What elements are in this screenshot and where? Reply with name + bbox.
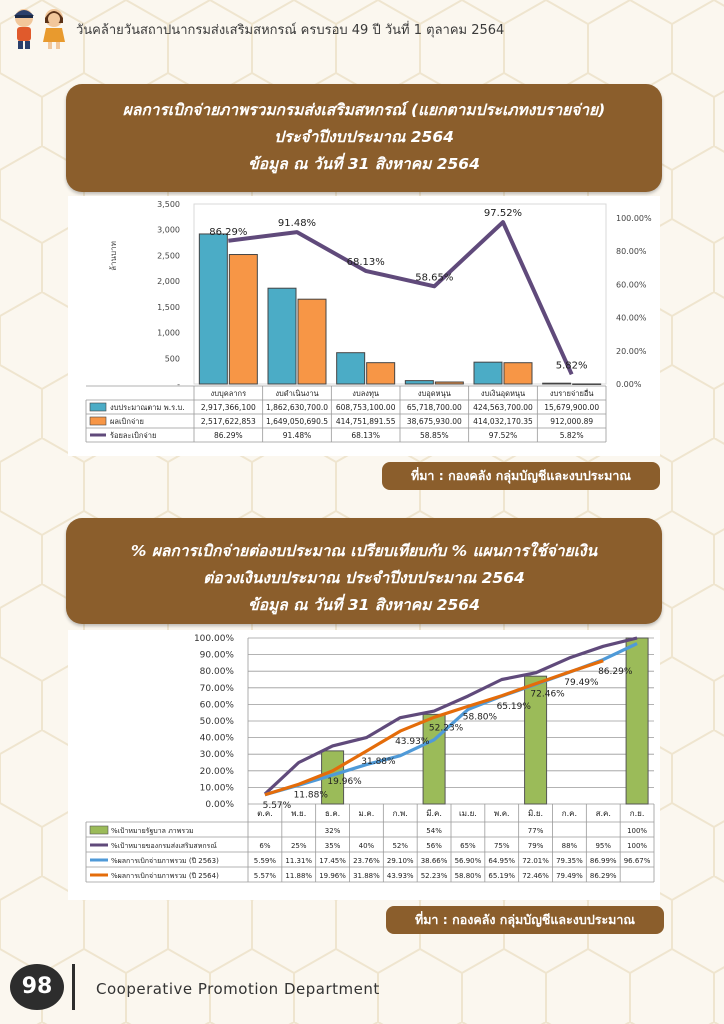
chart2-data-label: 79.49% bbox=[564, 678, 599, 689]
chart2-y-tick: 60.00% bbox=[199, 700, 234, 711]
chart2-legend-label: %เป้าหมายรัฐบาล ภาพรวม bbox=[111, 827, 194, 835]
chart1-table-cell: 91.48% bbox=[282, 431, 312, 440]
chart2-table-cell: 65.19% bbox=[488, 872, 516, 880]
chart2-category-label: ธ.ค. bbox=[324, 809, 341, 818]
chart2-data-label: 11.88% bbox=[293, 790, 328, 801]
chart2-table-cell: 88% bbox=[561, 842, 578, 850]
chart2-table-cell: 86.99% bbox=[589, 857, 617, 865]
chart2-category-label: ก.ย. bbox=[629, 809, 645, 818]
chart1-panel bbox=[68, 196, 660, 456]
chart1-table-cell: 97.52% bbox=[488, 431, 518, 440]
chart1-category-label: งบดำเนินงาน bbox=[275, 389, 319, 398]
chart2-series-line bbox=[265, 644, 637, 795]
chart2-table-cell: 29.10% bbox=[386, 857, 414, 865]
chart1-bar bbox=[435, 382, 463, 384]
chart2-y-tick: 20.00% bbox=[199, 766, 234, 777]
chart1-data-label: 97.52% bbox=[483, 208, 523, 220]
chart2-table-cell: 58.80% bbox=[454, 872, 482, 880]
chart1-data-label: 5.82% bbox=[555, 360, 588, 372]
mascot-boy-icon bbox=[10, 6, 38, 50]
chart1-bar bbox=[268, 288, 296, 384]
chart1-data-label: 68.13% bbox=[346, 256, 385, 268]
chart1-table-cell: 15,679,900.00 bbox=[544, 403, 600, 412]
chart2-data-label: 43.93% bbox=[395, 737, 430, 748]
chart2-table-cell: 64.95% bbox=[488, 857, 516, 865]
chart2-y-tick: 40.00% bbox=[199, 733, 234, 744]
header-title: วันคล้ายวันสถาปนากรมส่งเสริมสหกรณ์ ครบรอบ 49 ปี วันที่ 1 ตุลาคม 2564 bbox=[76, 23, 505, 38]
chart2-data-label: 52.23% bbox=[428, 723, 464, 734]
chart1-category-label: งบอุดหนุน bbox=[417, 389, 451, 398]
chart2-legend-key bbox=[90, 826, 108, 834]
chart2-table-cell: 40% bbox=[358, 842, 375, 850]
chart1-y-tick: - bbox=[177, 380, 180, 389]
chart1-table-cell: 608,753,100.00 bbox=[335, 403, 396, 412]
chart1-category-label: งบลงทุน bbox=[352, 389, 380, 398]
chart2-y-tick: 100.00% bbox=[193, 634, 234, 644]
chart1-y2-tick: 20.00% bbox=[616, 346, 647, 356]
chart2-data-label: 72.46% bbox=[530, 689, 565, 700]
chart1-data-label: 58.65% bbox=[415, 272, 454, 284]
chart2-table-cell: 100% bbox=[627, 827, 648, 835]
chart1-title-line3: ข้อมูล ณ วันที่ 31 สิงหาคม 2564 bbox=[248, 155, 480, 173]
chart2-table-cell: 54% bbox=[426, 827, 442, 835]
chart1-y2-tick: 100.00% bbox=[616, 214, 652, 223]
chart2-table-cell: 79.35% bbox=[556, 857, 583, 865]
chart1-data-label: 91.48% bbox=[277, 218, 317, 230]
chart2-category-label: ต.ค. bbox=[257, 809, 273, 818]
chart2-title-line3: ข้อมูล ณ วันที่ 31 สิงหาคม 2564 bbox=[248, 596, 480, 614]
chart1-category-label: งบบุคลากร bbox=[210, 389, 247, 398]
mascot-girl-icon bbox=[40, 6, 68, 50]
page-header bbox=[0, 0, 724, 58]
chart2-data-label: 86.29% bbox=[598, 666, 633, 677]
chart1-y-tick: 1,000 bbox=[157, 328, 180, 338]
chart2-table-cell: 72.46% bbox=[522, 872, 549, 880]
chart2-table-cell: 75% bbox=[493, 842, 510, 850]
chart1-bar bbox=[504, 363, 532, 384]
chart2-y-tick: 0.00% bbox=[205, 800, 234, 810]
chart2-legend-label: %ผลการเบิกจ่ายภาพรวม (ปี 2563) bbox=[111, 857, 219, 865]
chart2-category-label: พ.ย. bbox=[291, 809, 307, 818]
chart2-data-label: 19.96% bbox=[327, 776, 362, 787]
chart1-table-cell: 2,517,622,853 bbox=[200, 417, 256, 426]
chart2-data-label: 5.57% bbox=[262, 800, 292, 811]
chart1-title-line2: ประจำปีงบประมาณ 2564 bbox=[274, 128, 454, 146]
chart2-table-cell: 65% bbox=[460, 842, 476, 850]
footer-department: Cooperative Promotion Department bbox=[96, 980, 380, 998]
chart2-svg bbox=[68, 630, 660, 900]
chart2-table-cell: 17.45% bbox=[319, 857, 346, 865]
chart2-table-cell: 5.59% bbox=[253, 857, 277, 865]
chart1-y-tick: 1,500 bbox=[157, 302, 180, 312]
chart1-legend-label: ผลเบิกจ่าย bbox=[110, 417, 144, 426]
chart2-data-label: 65.19% bbox=[496, 701, 531, 712]
chart1-legend-label: งบประมาณตาม พ.ร.บ. bbox=[110, 403, 185, 412]
chart2-legend-label: %ผลการเบิกจ่ายภาพรวม (ปี 2564) bbox=[111, 872, 219, 880]
chart1-bar bbox=[573, 384, 601, 385]
chart2-table-cell: 11.31% bbox=[285, 857, 313, 865]
chart1-y-tick: 3,000 bbox=[157, 225, 180, 235]
chart1-table-cell: 414,032,170.35 bbox=[473, 417, 533, 426]
chart2-bar bbox=[626, 638, 648, 804]
chart2-table-cell: 79% bbox=[527, 842, 544, 850]
chart1-y2-tick: 60.00% bbox=[616, 280, 647, 290]
footer-divider bbox=[72, 964, 75, 1010]
chart2-y-tick: 10.00% bbox=[199, 783, 234, 794]
chart1-table-cell: 68.13% bbox=[351, 431, 380, 440]
chart2-title-banner bbox=[66, 518, 662, 624]
chart2-category-label: เม.ย. bbox=[459, 809, 477, 818]
chart2-title-line1: % ผลการเบิกจ่ายต่องบประมาณ เปรียบเทียบกับ % แผนการใช้จ่ายเงิน bbox=[130, 542, 598, 560]
chart2-table-cell: 19.96% bbox=[319, 872, 346, 880]
chart2-table-cell: 35% bbox=[324, 842, 341, 850]
chart1-category-label: งบเงินอุดหนุน bbox=[480, 389, 526, 398]
chart1-table-cell: 58.85% bbox=[420, 431, 449, 440]
page-number: 98 bbox=[10, 964, 64, 1010]
chart1-bar bbox=[229, 255, 257, 384]
chart2-table-cell: 77% bbox=[527, 827, 544, 835]
chart2-table-cell: 100% bbox=[627, 842, 648, 850]
chart1-table-cell: 38,675,930.00 bbox=[406, 417, 462, 426]
chart2-category-label: มิ.ย. bbox=[528, 809, 544, 818]
chart1-bar bbox=[474, 362, 502, 384]
chart1-y2-tick: 0.00% bbox=[616, 380, 642, 389]
chart1-table-cell: 424,563,700.00 bbox=[473, 403, 533, 412]
chart2-data-label: 31.88% bbox=[361, 757, 396, 768]
chart1-y-tick: 3,500 bbox=[157, 200, 180, 209]
chart1-y2-tick: 80.00% bbox=[616, 247, 647, 257]
chart1-table-cell: 912,000.89 bbox=[550, 417, 594, 426]
chart2-table-cell: 96.67% bbox=[623, 857, 651, 865]
chart1-bar bbox=[199, 234, 227, 384]
chart2-y-tick: 80.00% bbox=[199, 667, 234, 678]
chart1-data-label: 86.29% bbox=[209, 226, 248, 238]
chart2-data-label: 58.80% bbox=[462, 712, 498, 723]
chart1-y-tick: 2,500 bbox=[157, 251, 180, 261]
chart1-table-cell: 65,718,700.00 bbox=[406, 403, 462, 412]
chart1-table-cell: 5.82% bbox=[559, 431, 584, 440]
chart1-bar bbox=[337, 353, 365, 384]
chart2-table-cell: 72.01% bbox=[522, 857, 549, 865]
chart1-svg bbox=[68, 196, 660, 456]
chart2-category-label: พ.ค. bbox=[493, 809, 510, 818]
chart2-table-cell: 86.29% bbox=[589, 872, 617, 880]
chart2-table-cell: 11.88% bbox=[285, 872, 313, 880]
chart2-category-label: มี.ค. bbox=[426, 809, 442, 818]
chart2-panel bbox=[68, 630, 660, 900]
chart1-table-cell: 1,862,630,700.0 bbox=[265, 403, 329, 412]
chart1-title-banner bbox=[66, 84, 662, 192]
chart1-title-line1: ผลการเบิกจ่ายภาพรวมกรมส่งเสริมสหกรณ์ (แยกตามประเภทงบรายจ่าย) bbox=[122, 101, 606, 119]
chart2-table-cell: 25% bbox=[290, 842, 307, 850]
chart2-table-cell: 95% bbox=[595, 842, 612, 850]
chart1-y-axis-label: ล้านบาท bbox=[109, 241, 118, 271]
chart2-category-label: ก.พ. bbox=[392, 809, 408, 818]
chart1-table-cell: 414,751,891.55 bbox=[335, 417, 396, 426]
chart2-category-label: ม.ค. bbox=[358, 809, 375, 818]
chart2-y-tick: 90.00% bbox=[199, 650, 234, 661]
chart1-bar bbox=[298, 299, 326, 384]
chart2-table-cell: 23.76% bbox=[353, 857, 380, 865]
chart1-y-tick: 2,000 bbox=[157, 277, 180, 287]
chart1-table-cell: 86.29% bbox=[214, 431, 243, 440]
chart2-table-cell: 52% bbox=[392, 842, 409, 850]
chart2-table-cell: 56.90% bbox=[454, 857, 482, 865]
chart2-table-cell: 6% bbox=[259, 842, 271, 850]
chart2-table-cell: 5.57% bbox=[253, 872, 277, 880]
chart1-table-cell: 2,917,366,100 bbox=[200, 403, 256, 412]
chart2-source: ที่มา : กองคลัง กลุ่มบัญชีและงบประมาณ bbox=[386, 906, 664, 934]
chart2-table-cell: 56% bbox=[426, 842, 442, 850]
chart1-y-tick: 500 bbox=[164, 354, 180, 364]
chart1-legend-key bbox=[90, 403, 106, 411]
chart2-title-line2: ต่อวงเงินงบประมาณ ประจำปีงบประมาณ 2564 bbox=[203, 569, 525, 587]
chart2-table-cell: 38.66% bbox=[420, 857, 448, 865]
chart2-y-tick: 30.00% bbox=[199, 750, 234, 761]
chart1-bar bbox=[543, 383, 571, 384]
chart2-table-cell: 79.49% bbox=[556, 872, 583, 880]
chart1-y2-tick: 40.00% bbox=[616, 313, 647, 323]
chart2-table-cell: 31.88% bbox=[353, 872, 380, 880]
chart1-category-label: งบรายจ่ายอื่น bbox=[549, 389, 594, 398]
chart2-category-label: ส.ค. bbox=[595, 809, 611, 818]
chart2-table-cell: 43.93% bbox=[386, 872, 414, 880]
chart1-table-cell: 1,649,050,690.5 bbox=[265, 417, 329, 426]
chart1-source: ที่มา : กองคลัง กลุ่มบัญชีและงบประมาณ bbox=[382, 462, 660, 490]
chart2-y-tick: 70.00% bbox=[199, 683, 234, 694]
chart2-y-tick: 50.00% bbox=[199, 717, 234, 727]
chart2-table-cell: 52.23% bbox=[420, 872, 448, 880]
chart2-table-cell: 32% bbox=[324, 827, 341, 835]
chart1-legend-label: ร้อยละเบิกจ่าย bbox=[110, 431, 157, 440]
chart1-bar bbox=[367, 363, 395, 384]
chart2-category-label: ก.ค. bbox=[561, 809, 578, 818]
chart1-bar bbox=[405, 381, 433, 384]
chart1-legend-key bbox=[90, 417, 106, 425]
chart2-legend-label: %เป้าหมายของกรมส่งเสริมสหกรณ์ bbox=[111, 842, 217, 850]
